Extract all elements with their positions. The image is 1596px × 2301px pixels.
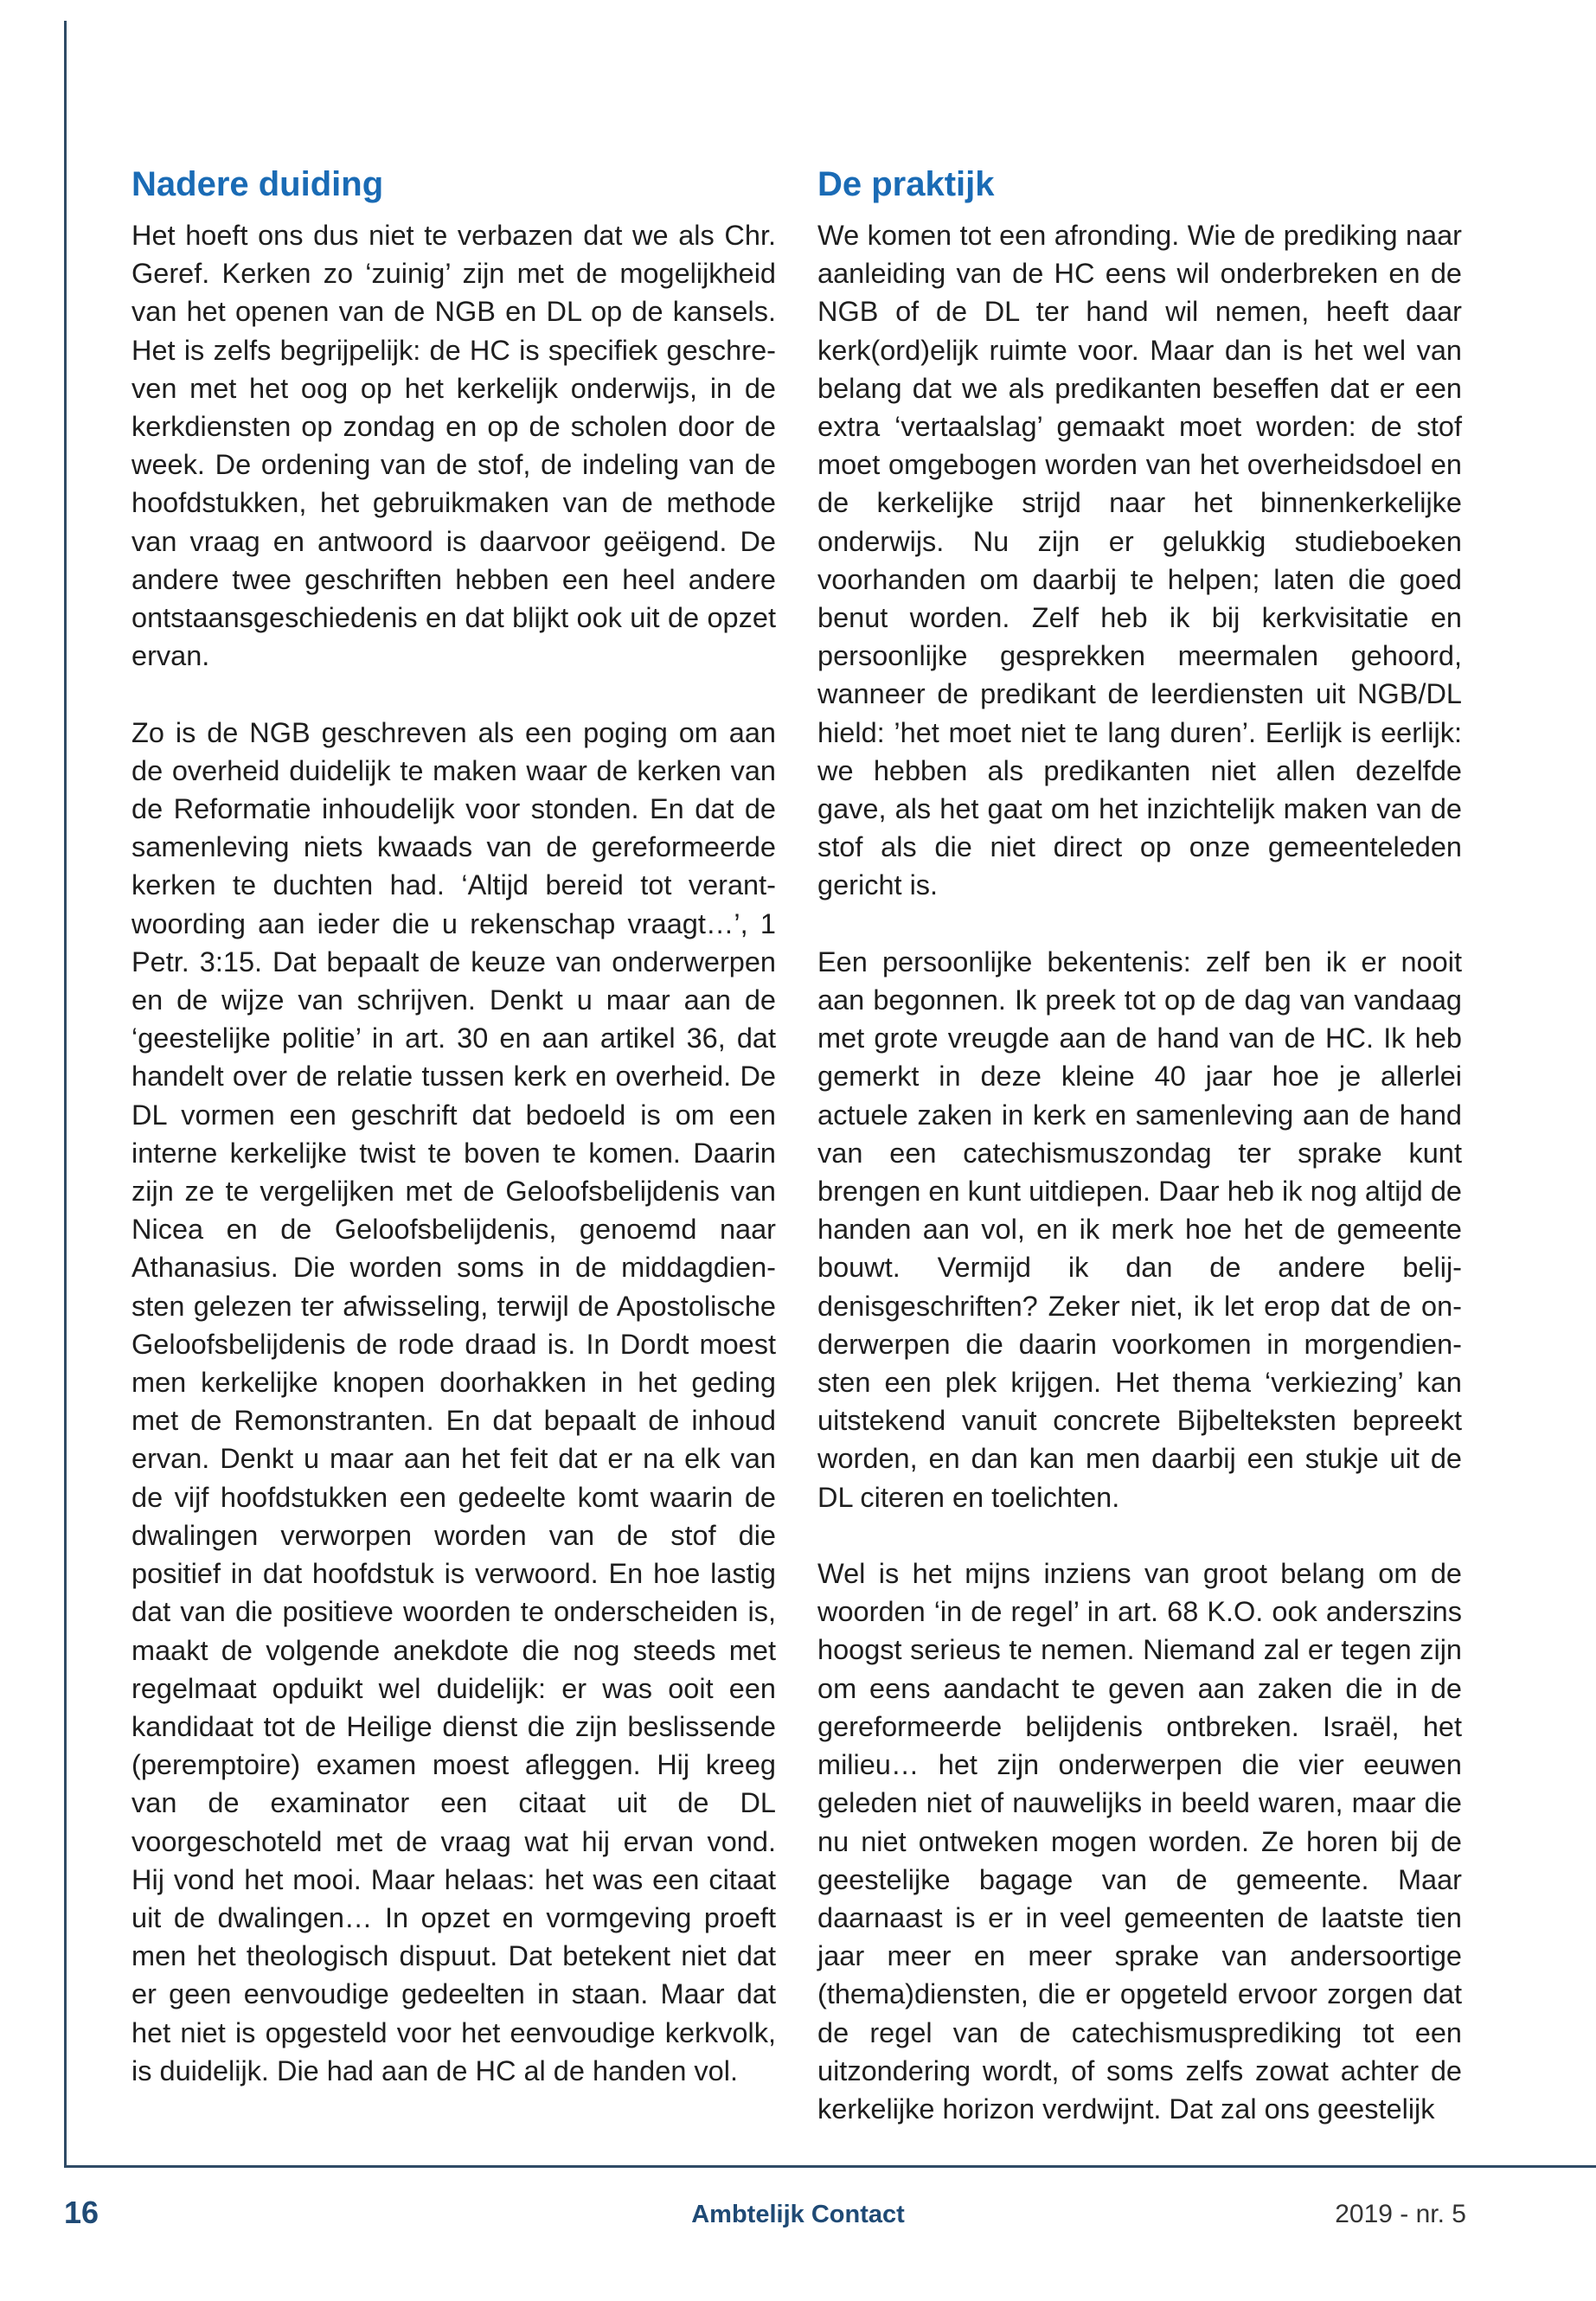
issue-label: 2019 - nr. 5 [1335,2200,1466,2228]
section-heading-nadere-duiding: Nadere duiding [131,165,384,203]
left-column [131,164,776,2090]
footer-rule [64,2165,1596,2168]
paragraph: We komen tot een afronding. Wie de prediking naar aanleiding van de HC eens wil onderbreken en de NGB of de DL ter hand wil nemen, heeft daar kerk(ord)elijk ruimte voor. Maar dan is het wel van belang dat we als predikanten beseffen dat er een extra ‘vertaalslag’ gemaakt moet worden: de stof moet omgebogen worden van het overheidsdoel en de kerkelijke strijd naar het binnenkerkelijke onderwijs. Nu zijn er gelukkig studieboeken voorhanden om daarbij te helpen; laten die goed benut worden. Zelf heb ik bij kerkvisitatie en persoonlijke gesprekken meermalen gehoord, wanneer de predikant de leerdiensten uit NGB/DL hield: ’het moet niet te lang duren’. Eerlijk is eerlijk: we hebben als predikanten niet allen dezelfde gave, als het gaat om het inzichtelijk maken van de stof als die niet direct op onze gemeenteleden gericht is. [817,220,1462,901]
paragraph: Het hoeft ons dus niet te verbazen dat we als Chr. Geref. Kerken zo ‘zuinig’ zijn met de mogelijkheid van het openen van de NGB en DL op de kansels. Het is zelfs begrijpelijk: de HC is specifiek geschreven met het oog op het kerkelijk onderwijs, in de kerkdiensten op zondag en op de scholen door de week. De ordening van de stof, de indeling van de hoofdstukken, het gebruikmaken van de methode van vraag en antwoord is daarvoor geëigend. De andere twee geschriften hebben een heel andere ontstaansgeschiedenis en dat blijkt ook uit de opzet ervan. [131,220,776,672]
page-number: 16 [64,2195,99,2230]
paragraph: Een persoonlijke bekentenis: zelf ben ik er nooit aan begonnen. Ik preek tot op de dag van vandaag met grote vreugde aan de hand van de HC. Ik heb gemerkt in deze kleine 40 jaar hoe je allerlei actuele zaken in kerk en samenleving aan de hand van een catechismuszondag ter sprake kunt brengen en kunt uitdiepen. Daar heb ik nog altijd de handen aan vol, en ik merk hoe het de gemeente bouwt. Vermijd ik dan de andere belijdenisgeschriften? Zeker niet, ik let erop dat de onderwerpen die daarin voorkomen in morgendiensten een plek krijgen. Het thema ‘verkiezing’ kan uitstekend vanuit concrete Bijbelteksten bepreekt worden, en dan kan men daarbij een stukje uit de DL citeren en toelichten. [817,945,1462,1513]
right-column [817,164,1462,2128]
paragraph: Zo is de NGB geschreven als een poging om aan de overheid duidelijk te maken waar de kerken van de Reformatie inhoudelijk voor stonden. En dat de samenleving niets kwaads van de gereformeerde kerken te duchten had. ‘Altijd bereid tot verantwoording aan ieder die u rekenschap vraagt…’, 1 Petr. 3:15. Dat bepaalt de keuze van onderwerpen en de wijze van schrijven. Denkt u maar aan de ‘geestelijke politie’ in art. 30 en aan artikel 36, dat handelt over de relatie tussen kerk en overheid. De DL vormen een geschrift dat bedoeld is om een interne kerkelijke twist te boven te komen. Daarin zijn ze te vergelijken met de Geloofsbelijdenis van Nicea en de Geloofsbelijdenis, genoemd naar Athanasius. Die worden soms in de middagdiensten gelezen ter afwisseling, terwijl de Apostolische Geloofsbelijdenis de rode draad is. In Dordt moest men kerkelijke knopen doorhakken in het geding met de Remonstranten. En dat bepaalt de inhoud ervan. Denkt u maar aan het feit dat er na elk van de vijf hoofdstukken een gedeelte komt waarin de dwalingen verworpen worden van de stof die positief in dat hoofdstuk is verwoord. En hoe lastig dat van die positieve woorden te onderscheiden is, maakt de volgende anekdote die nog steeds met regelmaat opduikt wel duidelijk: er was ooit een kandidaat tot de Heilige dienst die zijn beslissende (peremptoire) examen moest afleggen. Hij kreeg van de examinator een citaat uit de DL voorgeschoteld met de vraag wat hij ervan vond. Hij vond het mooi. Maar helaas: het was een citaat uit de dwalingen… In opzet en vormgeving proeft men het theologisch dispuut. Dat betekent niet dat er geen eenvoudige gedeelten in staan. Maar dat het niet is opgesteld voor het eenvoudige kerkvolk, is duidelijk. Die had aan de HC al de handen vol. [131,716,776,2086]
section-heading-de-praktijk: De praktijk [817,165,995,203]
paragraph: Wel is het mijns inziens van groot belang om de woorden ‘in de regel’ in art. 68 K.O. ook anderszins hoogst serieus te nemen. Niemand zal er tegen zijn om eens aandacht te geven aan zaken die in de gereformeerde belijdenis ontbreken. Israël, het milieu… het zijn onderwerpen die vier eeuwen geleden niet of nauwelijks in beeld waren, maar die nu niet ontweken mogen worden. Ze horen bij de geestelijke bagage van de gemeente. Maar daarnaast is er in veel gemeenten de laatste tien jaar meer en meer sprake van andersoortige (thema)diensten, die er opgeteld ervoor zorgen dat de regel van de catechismusprediking tot een uitzondering wordt, of soms zelfs zowat achter de kerkelijke horizon verdwijnt. Dat zal ons geestelijk [817,1558,1462,2125]
journal-title: Ambtelijk Contact [691,2201,905,2228]
vertical-border-rule [64,21,67,2166]
